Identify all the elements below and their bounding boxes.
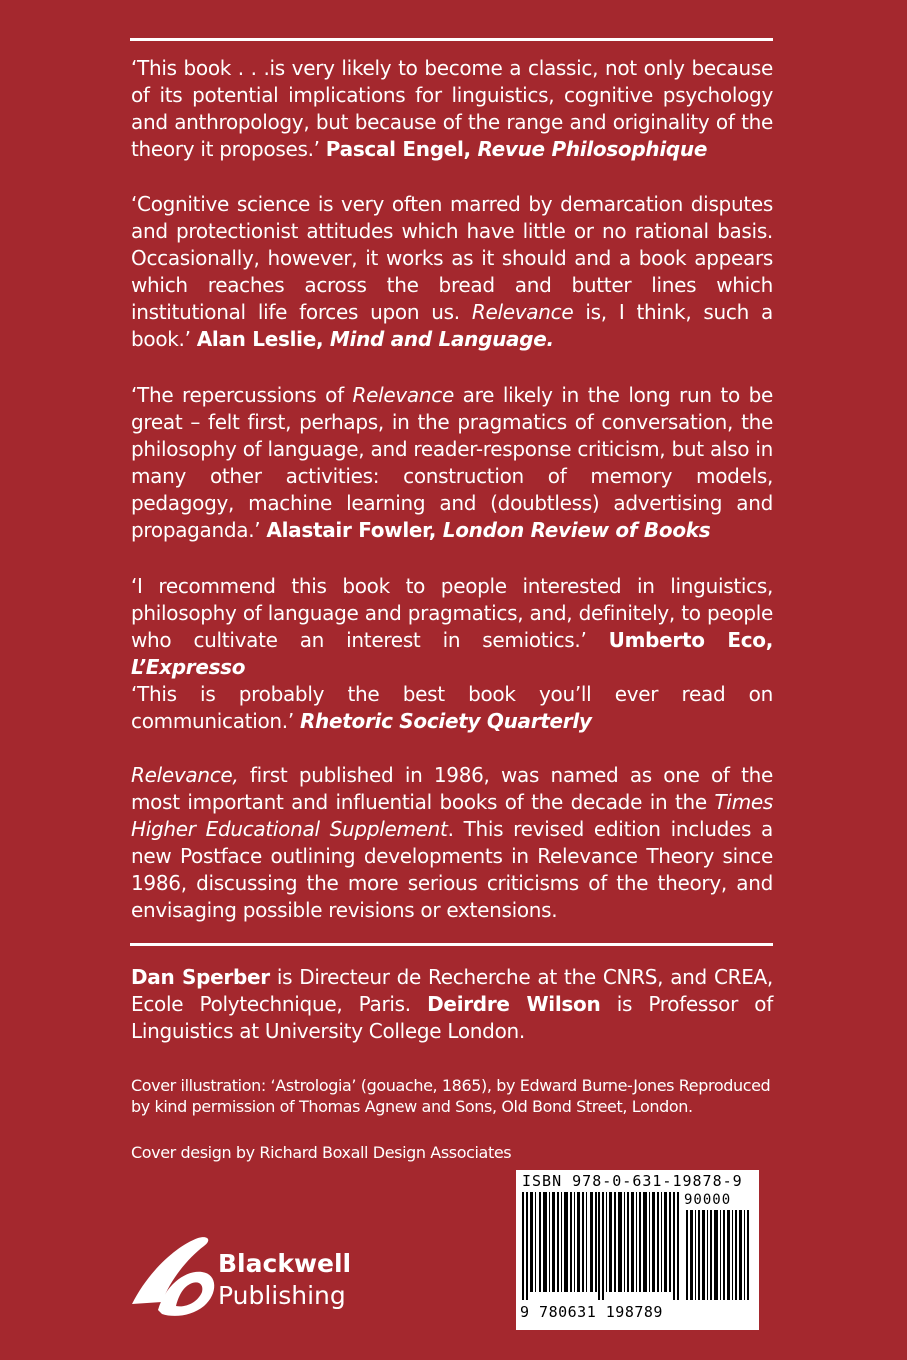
review-quote-fowler: ‘The repercussions of Relevance are likely in the long run to be great – felt first, perhaps, in the pragmatics of conversation, the philosophy of language, and reader-response criticism, but also in many other activities: construction of memory models, pedagogy, machine learning and (doubtless) advertising and propaganda.’ Alastair Fowler, London Review of Books: [131, 383, 774, 542]
book-description: Relevance, first published in 1986, was named as one of the most important and influential books of the decade in the Times Higher Educational Supplement. This revised edition includes a new Postface outlining developments in Relevance Theory since 1986, discussing the more serious criticisms of the theory, and envisaging possible revisions or extensions.: [131, 763, 773, 922]
price-addon-text: 90000: [684, 1192, 732, 1208]
publisher-name: Blackwell: [218, 1249, 352, 1278]
publisher-subtitle: Publishing: [218, 1281, 346, 1310]
addon-barcode-bars: [684, 1210, 754, 1300]
ean-number-text: 9 780631 198789: [520, 1303, 663, 1321]
review-quote-engel: ‘This book . . .is very likely to become a classic, not only because of its potential implications for linguistics, cognitive psychology and anthropology, but because of the range and originality of the theory it proposes.’ Pascal Engel, Revue Philosophique: [131, 56, 773, 161]
review-quote-eco: ‘I recommend this book to people interested in linguistics, philosophy of language and pragmatics, and, definitely, to people who cultivate an interest in semiotics.’ Umberto Eco, L’Expresso: [131, 574, 774, 679]
isbn-barcode: [516, 1170, 759, 1330]
middle-rule: [130, 943, 773, 946]
cover-illustration-credit: Cover illustration: ‘Astrologia’ (gouache, 1865), by Edward Burne-Jones Reproduced by kind permission of Thomas Agnew and Sons, Old Bond Street, London.: [131, 1076, 771, 1116]
review-quote-leslie: ‘Cognitive science is very often marred by demarcation disputes and protectionist attitudes which have little or no rational basis. Occasionally, however, it works as it should and a book appears which reaches across the bread and butter lines which institutional life forces upon us. Relevance is, I think, such a book.’ Alan Leslie, Mind and Language.: [131, 192, 773, 351]
review-quote-rhetoric: ‘This is probably the best book you’ll ever read on communication.’ Rhetoric Society Quarterly: [131, 682, 773, 733]
isbn-text: ISBN 978-0-631-19878-9: [522, 1172, 743, 1190]
top-rule: [130, 38, 773, 41]
cover-design-credit: Cover design by Richard Boxall Design Associates: [131, 1143, 512, 1162]
ean-barcode-bars: [520, 1192, 680, 1300]
author-bios: Dan Sperber is Directeur de Recherche at the CNRS, and CREA, Ecole Polytechnique, Paris. Deirdre Wilson is Professor of Linguistics at University College London.: [131, 965, 773, 1043]
blackwell-logo-icon: [128, 1232, 220, 1322]
